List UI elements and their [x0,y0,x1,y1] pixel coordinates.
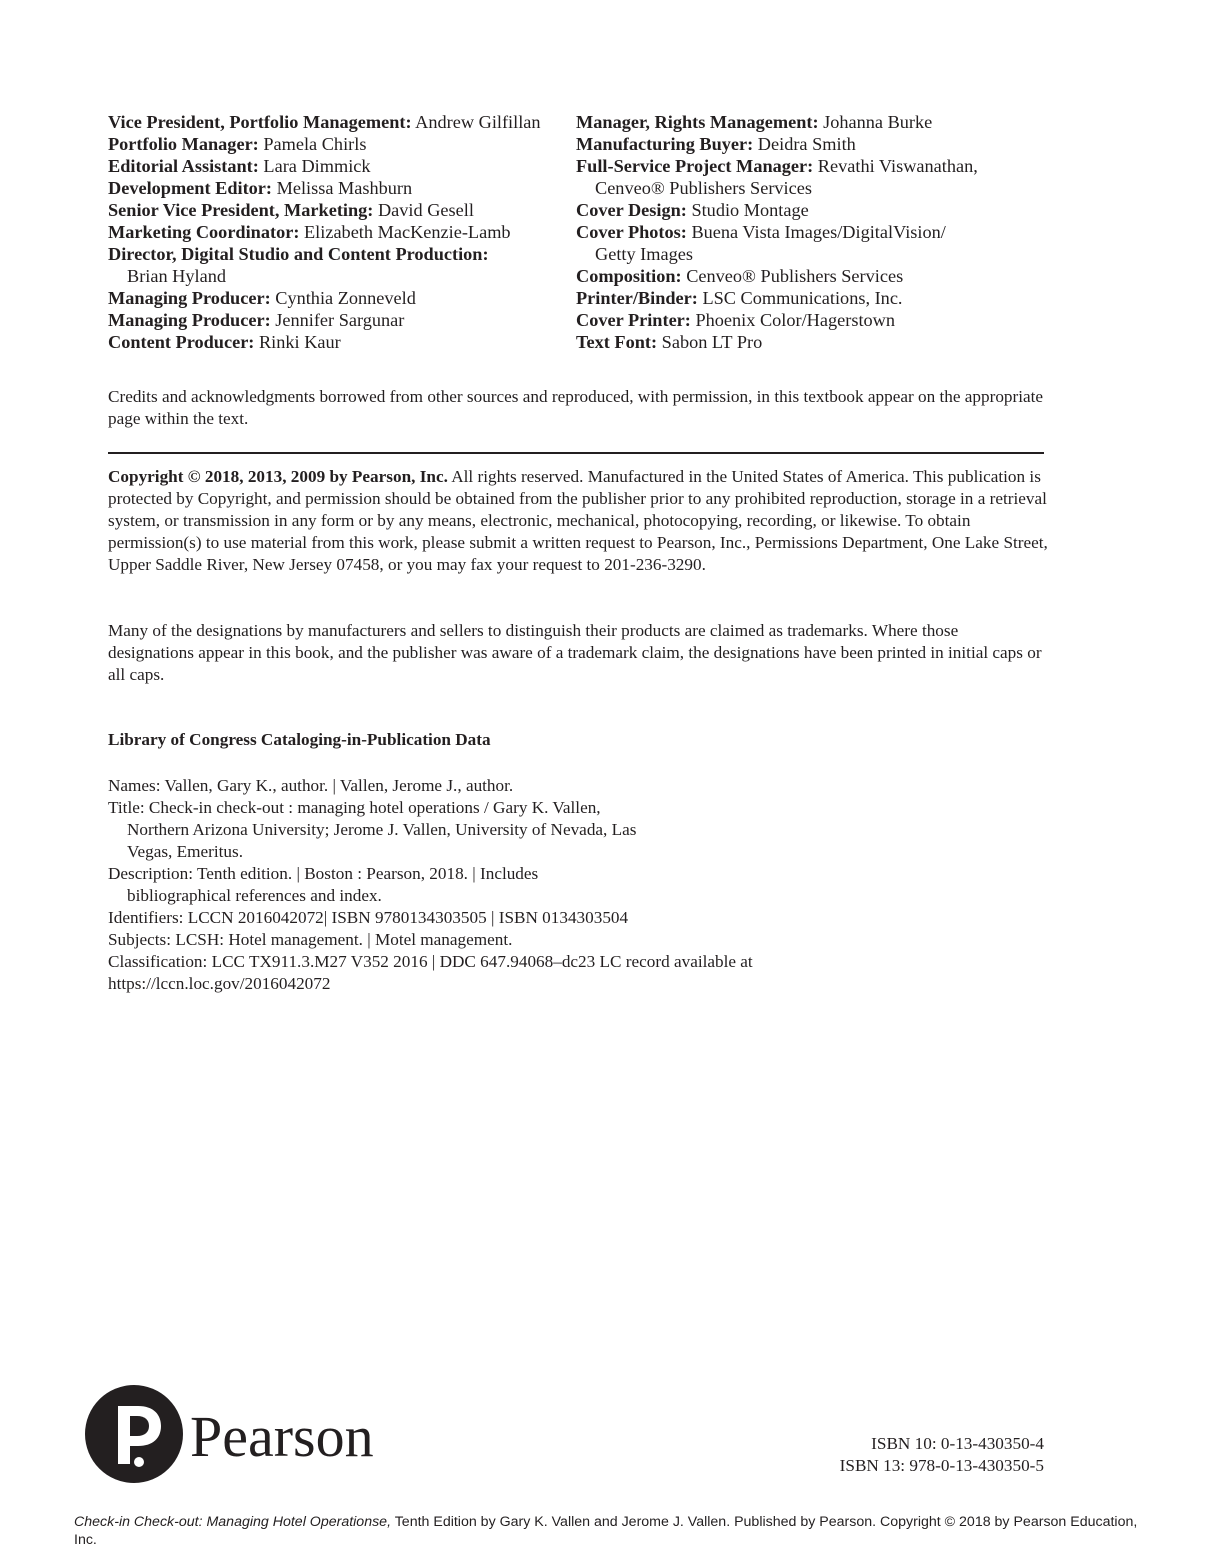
credit-role: Director, Digital Studio and Content Production: [108,244,489,264]
credit-name: Deidra Smith [757,134,856,154]
credit-name: Cynthia Zonneveld [275,288,416,308]
credit-role: Development Editor: [108,178,272,198]
cip-identifiers: Identifiers: LCCN 2016042072| ISBN 9780134303505 | ISBN 0134303504 [108,908,629,927]
credit-name: Sabon LT Pro [661,332,763,352]
credit-line [576,331,1056,353]
credit-role: Text Font: [576,332,658,352]
pearson-wordmark: Pearson [190,1404,374,1469]
credit-role: Cover Design: [576,200,687,220]
credit-line [108,199,568,221]
credit-role: Printer/Binder: [576,288,698,308]
credit-name: Revathi Viswanathan, [817,156,978,176]
credit-line [108,111,568,133]
credit-name: Studio Montage [691,200,809,220]
credit-role: Vice President, Portfolio Management: [108,112,412,132]
credit-role: Full-Service Project Manager: [576,156,814,176]
credit-role: Senior Vice President, Marketing: [108,200,374,220]
credits-right-column [576,111,1056,353]
credit-name: Cenveo® Publishers Services [686,266,904,286]
credit-name-continued: Cenveo® Publishers Services [595,178,812,198]
credit-line [108,287,568,309]
isbn-block [840,1433,1044,1477]
cip-classification: Classification: LCC TX911.3.M27 V352 2016 | DDC 647.94068–dc23 LC record available at [108,952,753,971]
credit-name: LSC Communications, Inc. [702,288,903,308]
credit-line [576,221,1056,243]
credit-name: Melissa Mashburn [276,178,413,198]
credit-line [576,287,1056,309]
credit-line [108,243,568,265]
isbn-10: ISBN 10: 0-13-430350-4 [871,1434,1044,1453]
cip-description: Description: Tenth edition. | Boston : Pearson, 2018. | Includes [108,864,539,883]
copyright-paragraph [108,466,1048,576]
credit-line [576,199,1056,221]
credit-name: Elizabeth MacKenzie-Lamb [304,222,511,242]
credit-role: Manufacturing Buyer: [576,134,754,154]
cip-heading: Library of Congress Cataloging-in-Publication Data [108,730,491,749]
acknowledgment-paragraph: Credits and acknowledgments borrowed from other sources and reproduced, with permission, in this textbook appear on the appropriate page within the text. [108,387,1044,428]
credit-line [576,155,1056,177]
credit-line [576,133,1056,155]
credit-name: Jennifer Sargunar [275,310,405,330]
cip-classification-url: https://lccn.loc.gov/2016042072 [108,974,331,993]
credit-name: Lara Dimmick [263,156,371,176]
credit-line [108,221,568,243]
credit-name: Rinki Kaur [258,332,341,352]
footer-text: Tenth Edition by Gary K. Vallen and Jerome J. Vallen. Published by Pearson. Copyright © 2018 by Pearson Education, Inc. [74,1514,1138,1548]
credit-role: Portfolio Manager: [108,134,259,154]
credit-name: Andrew Gilfillan [415,112,541,132]
pearson-p-logo-icon [84,1384,414,1484]
copyright-text: All rights reserved. Manufactured in the United States of America. This publication is protected by Copyright, and permission should be obtained from the publisher prior to any prohibited reproduction, storage in a retrieval system, or transmission in any form or by any means, electronic, mechanical, photocopying, recording, or likewise. To obtain permission(s) to use material from this work, please submit a written request to Pearson, Inc., Permissions Department, One Lake Street, Upper Saddle River, New Jersey 07458, or you may fax your request to 201-236-3290. [108,467,1048,574]
footer-book-title: Check-in Check-out: Managing Hotel Operationse, [74,1514,392,1530]
credit-role: Editorial Assistant: [108,156,259,176]
credit-role: Cover Printer: [576,310,691,330]
credits-left-column [108,111,568,353]
credit-line [576,111,1056,133]
cip-title: Title: Check-in check-out : managing hotel operations / Gary K. Vallen, [108,798,601,817]
copyright-bold: Copyright © 2018, 2013, 2009 by Pearson, Inc. [108,467,448,486]
credit-name: Pamela Chirls [263,134,367,154]
credit-name-continued: Getty Images [595,244,693,264]
credit-name: Brian Hyland [127,266,227,286]
divider-rule [108,452,1044,454]
credit-line [108,155,568,177]
cip-subjects: Subjects: LCSH: Hotel management. | Motel management. [108,930,513,949]
isbn-13: ISBN 13: 978-0-13-430350-5 [839,1456,1044,1475]
credit-role: Content Producer: [108,332,255,352]
credit-name: Johanna Burke [823,112,933,132]
footer-citation [74,1513,1164,1549]
credit-name: David Gesell [377,200,474,220]
credit-line [108,309,568,331]
cip-title-continued: Vegas, Emeritus. [127,842,243,861]
credit-name: Buena Vista Images/DigitalVision/ [691,222,946,242]
cip-title-continued: Northern Arizona University; Jerome J. Vallen, University of Nevada, Las [127,820,637,839]
credit-role: Managing Producer: [108,310,271,330]
credit-role: Marketing Coordinator: [108,222,300,242]
credit-role: Composition: [576,266,682,286]
cip-description-continued: bibliographical references and index. [127,886,382,905]
credit-name: Phoenix Color/Hagerstown [695,310,896,330]
trademarks-paragraph: Many of the designations by manufacturers and sellers to distinguish their products are claimed as trademarks. Where those designations appear in this book, and the publisher was aware of a trademark claim, the designations have been printed in initial caps or all caps. [108,621,1042,684]
credit-line [576,265,1056,287]
credit-role: Manager, Rights Management: [576,112,819,132]
credit-role: Managing Producer: [108,288,271,308]
credit-line [108,133,568,155]
credit-line [108,331,568,353]
credit-line [108,177,568,199]
pearson-logo [84,1384,414,1484]
cip-names: Names: Vallen, Gary K., author. | Vallen, Jerome J., author. [108,776,514,795]
cip-block [108,775,868,995]
credit-role: Cover Photos: [576,222,687,242]
credit-line [576,309,1056,331]
